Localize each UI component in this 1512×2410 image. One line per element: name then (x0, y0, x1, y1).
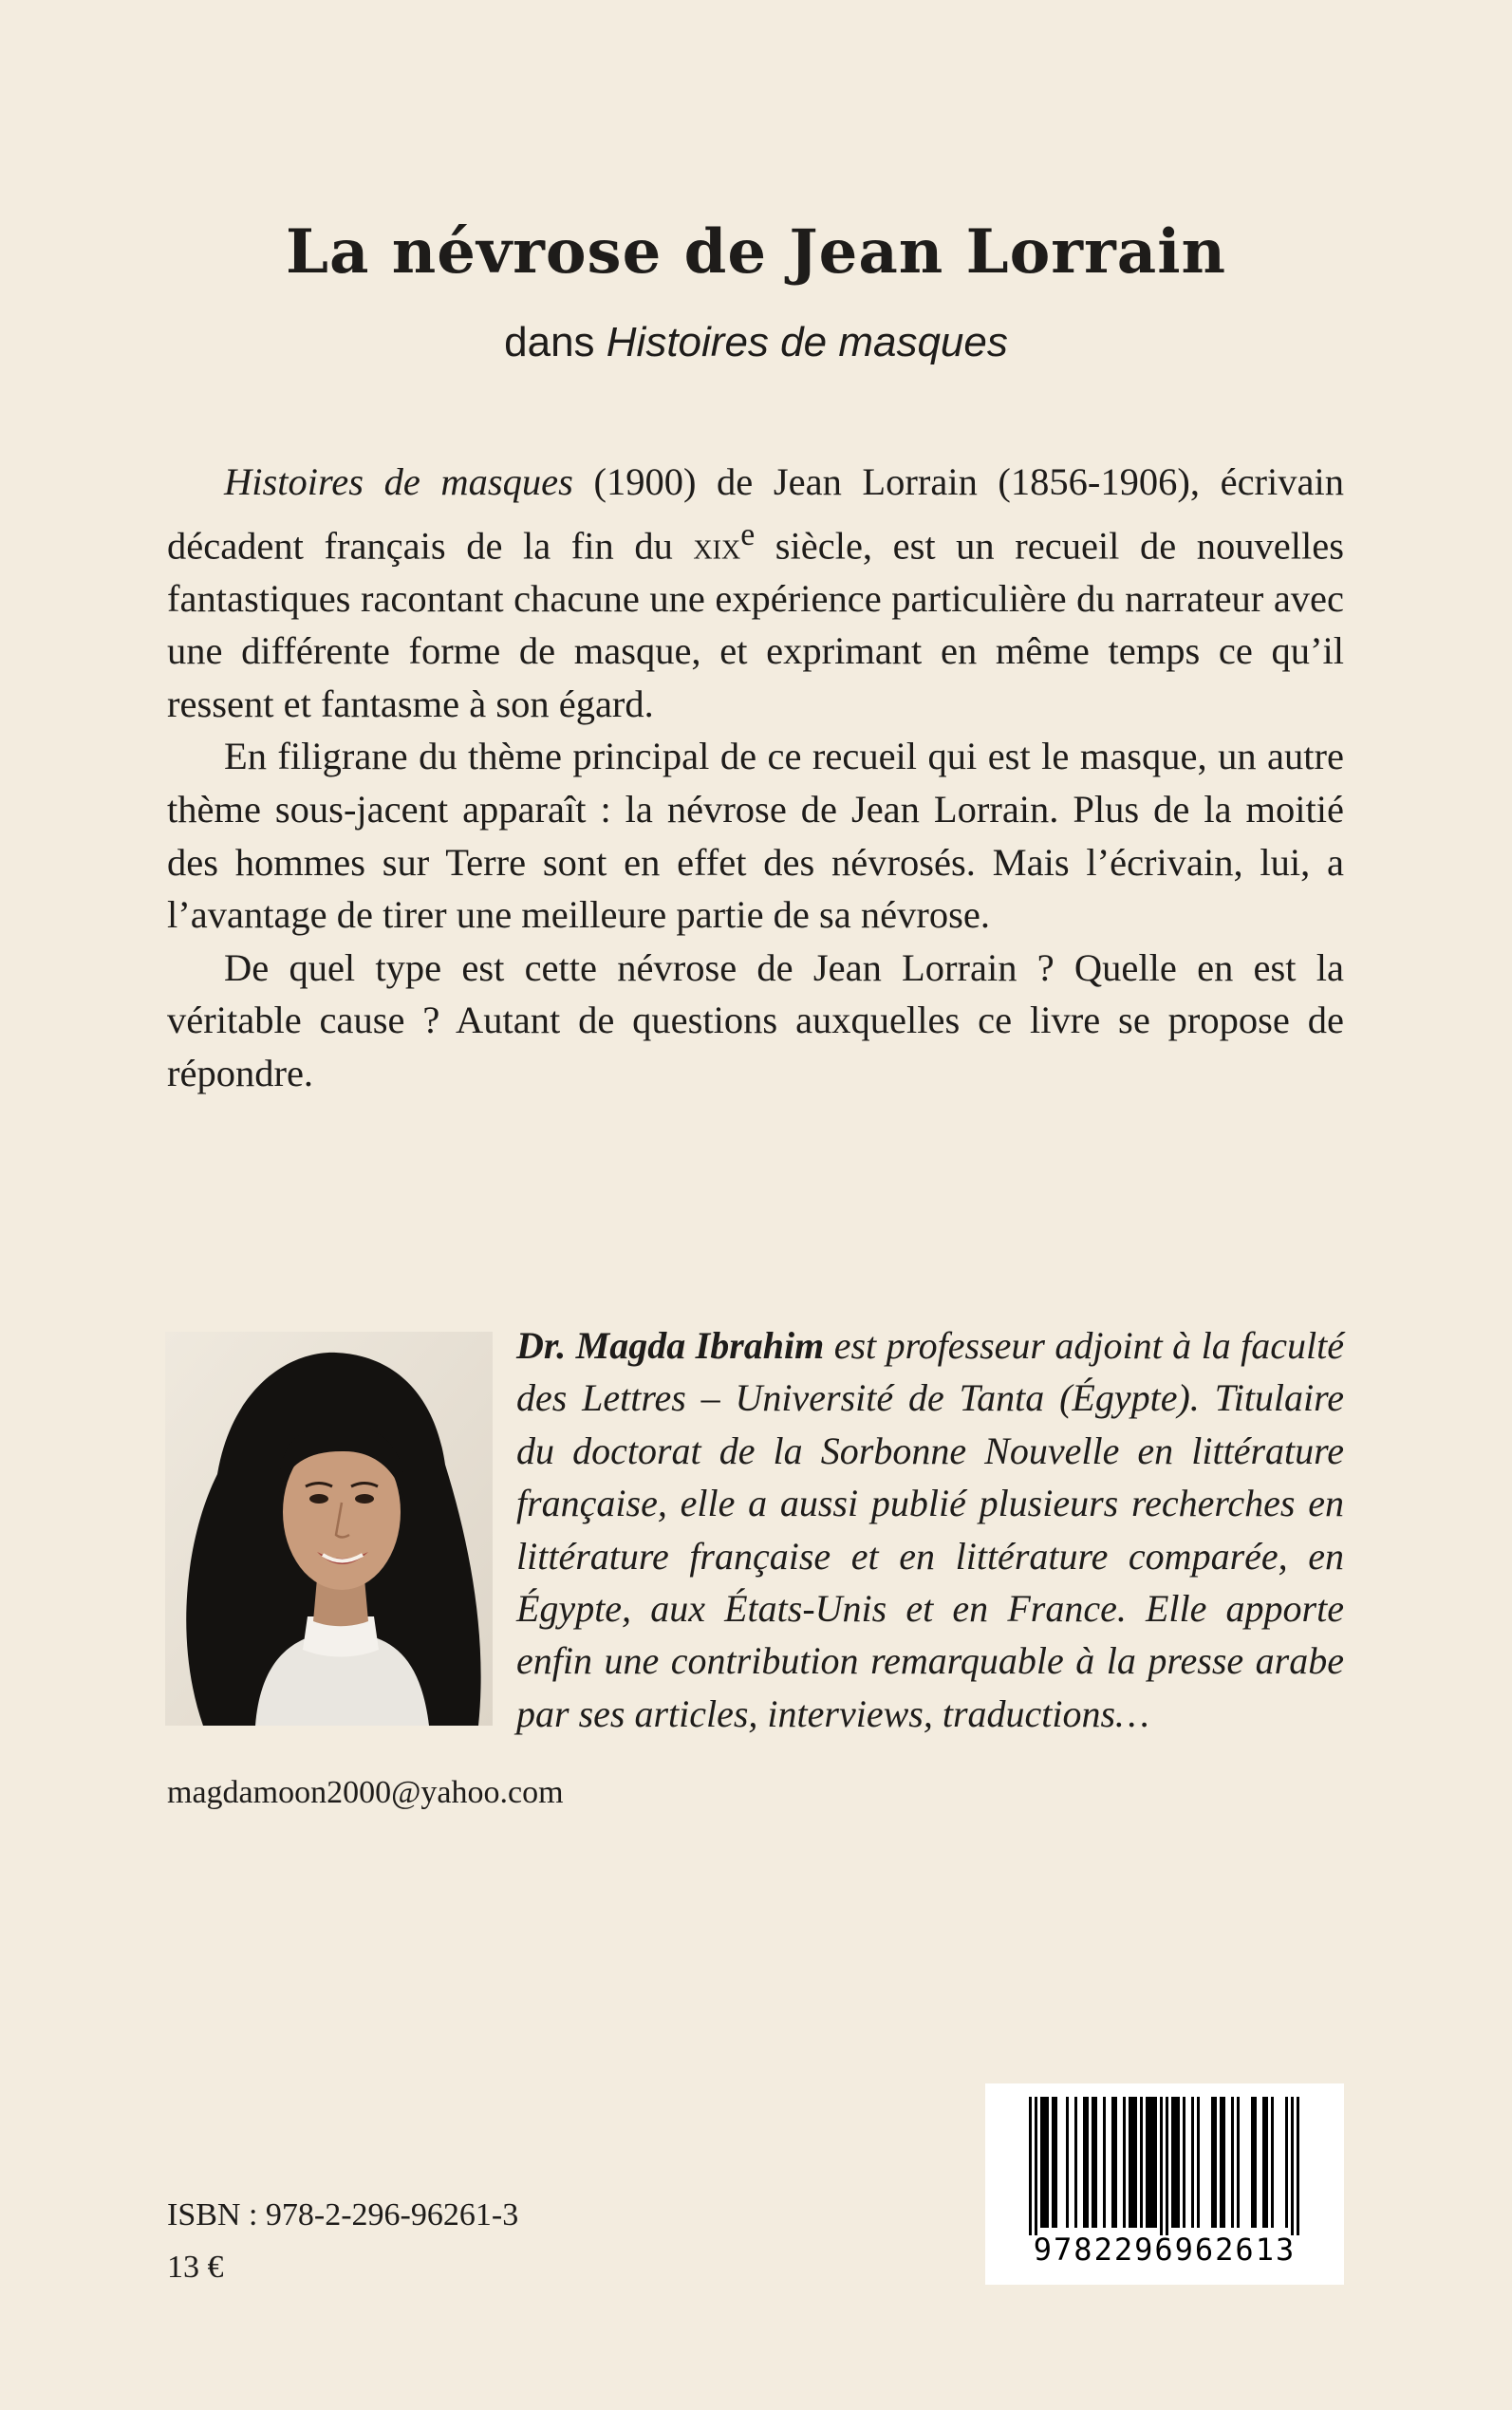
barcode-bar (1211, 2097, 1214, 2228)
isbn: ISBN : 978-2-296-96261-3 (167, 2197, 519, 2233)
author-bio-text: est professeur adjoint à la faculté des Lettres – Université de Tanta (Égypte). Titulaire du doctorat de la Sorbonne Nouvelle en littérature française, elle a aussi publié plusieurs recherches en littérature française et en littérature comparée, en Égypte, aux États-Unis et en France. Elle apporte enfin une contribution remarquable à la presse arabe par ses articles, interviews, traductions… (516, 1324, 1344, 1735)
barcode-bar (1183, 2097, 1185, 2228)
barcode-bars (985, 2083, 1344, 2235)
barcode-bar (1131, 2097, 1134, 2228)
barcode-bar (1220, 2097, 1223, 2228)
barcode-bar (1166, 2097, 1168, 2235)
barcode-bar (1066, 2097, 1069, 2228)
book-title: La névrose de Jean Lorrain (285, 216, 1227, 288)
barcode-bar (1052, 2097, 1055, 2228)
barcode-bar (1086, 2097, 1089, 2228)
work-title: Histoires de masques (224, 460, 573, 503)
barcode-bar (1223, 2097, 1225, 2228)
barcode-bar (1174, 2097, 1177, 2228)
author-email: magdamoon2000@yahoo.com (167, 1775, 564, 1810)
summary-paragraph-1: Histoires de masques (1900) de Jean Lorrain (1856-1906), écrivain décadent français de la fin du xix$^e$ siècle, est un recueil de nouvelles fantastiques racontant chacune une expérience particulière du narrateur avec une différente forme de masque, et exprimant en même temps ce qu’il ressent et fantasme à son égard. (167, 460, 1345, 725)
century-numeral: xix (693, 524, 741, 568)
barcode-number: 9782296962613 (1033, 2232, 1297, 2268)
summary-paragraph-3: De quel type est cette névrose de Jean Lorrain ? Quelle en est la véritable cause ? Autant de questions auxquelles ce livre se propose de répondre. (167, 945, 1344, 1095)
barcode-bar (1035, 2097, 1037, 2235)
barcode-bar (1083, 2097, 1086, 2228)
barcode-bar (1140, 2097, 1143, 2228)
author-bio (516, 1319, 1344, 1740)
barcode-bar (1074, 2097, 1077, 2228)
summary-paragraph-2: En filigrane du thème principal de ce recueil qui est le masque, un autre thème sous-jacent apparaît : la névrose de Jean Lorrain. Plus de la moitié des hommes sur Terre sont en effet des névrosés. Mais l’écrivain, lui, a l’avantage de tirer une meilleure partie de sa névrose. (167, 735, 1344, 937)
barcode-bar (1254, 2097, 1257, 2228)
barcode-bar (1092, 2097, 1094, 2228)
barcode-bar (1251, 2097, 1254, 2228)
barcode-bar (1171, 2097, 1174, 2228)
subtitle-work: Histoires de masques (606, 319, 1008, 365)
author-name: Dr. Magda Ibrahim (516, 1324, 825, 1367)
book-subtitle (0, 319, 1512, 366)
barcode-bar (1040, 2097, 1043, 2228)
barcode-bar (1103, 2097, 1106, 2228)
barcode-bar (1111, 2097, 1114, 2228)
barcode-bar (1154, 2097, 1157, 2228)
barcode-bar (1134, 2097, 1137, 2228)
barcode-bar (1114, 2097, 1117, 2228)
barcode-bar (1055, 2097, 1057, 2228)
barcode-bar (1291, 2097, 1294, 2235)
barcode-bar (1271, 2097, 1274, 2228)
barcode-bar (1237, 2097, 1240, 2228)
barcode-bar (1160, 2097, 1163, 2235)
barcode-bar (1129, 2097, 1131, 2228)
barcode-bar (1146, 2097, 1148, 2228)
barcode-bar (1123, 2097, 1126, 2228)
price: 13 € (167, 2250, 224, 2285)
barcode-bar (1046, 2097, 1049, 2228)
barcode-bar (1285, 2097, 1288, 2228)
barcode (985, 2083, 1344, 2285)
summary-text (167, 456, 1344, 1100)
barcode-bar (1214, 2097, 1217, 2228)
barcode-bar (1262, 2097, 1265, 2228)
author-photo (165, 1332, 493, 1726)
barcode-bar (1177, 2097, 1180, 2228)
barcode-bar (1297, 2097, 1299, 2235)
barcode-bar (1148, 2097, 1151, 2228)
barcode-bar (1197, 2097, 1200, 2228)
barcode-bar (1231, 2097, 1234, 2228)
barcode-bar (1191, 2097, 1194, 2228)
subtitle-prefix: dans (504, 319, 607, 365)
barcode-bar (1043, 2097, 1046, 2228)
barcode-bar (1094, 2097, 1097, 2228)
barcode-bar (1265, 2097, 1268, 2228)
barcode-bar (1029, 2097, 1032, 2235)
barcode-bar (1151, 2097, 1154, 2228)
